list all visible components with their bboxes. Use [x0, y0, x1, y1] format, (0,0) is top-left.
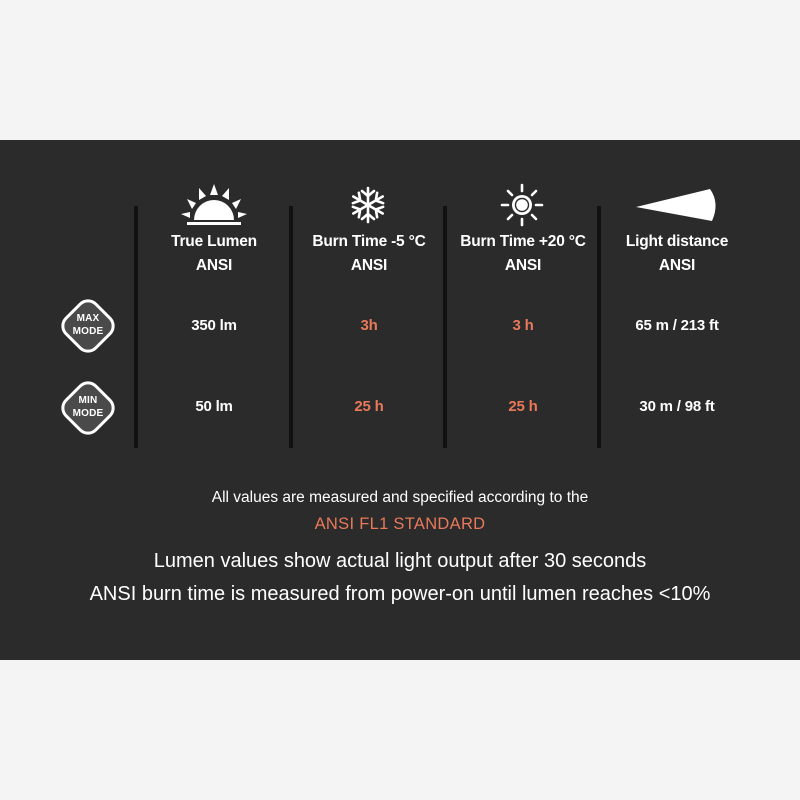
footer-standard: ANSI FL1 STANDARD	[314, 515, 486, 533]
column-header-light-distance: Light distance ANSI	[625, 233, 729, 274]
min-mode-badge: MIN MODE	[58, 378, 118, 438]
column-header-burn-time-cold: Burn Time -5 °C ANSI	[312, 233, 426, 274]
spec-panel	[0, 140, 800, 660]
max-burn-time-cold-value: 3h	[360, 317, 378, 334]
max-burn-time-warm-value: 3 h	[512, 317, 534, 334]
max-light-distance-value: 65 m / 213 ft	[635, 317, 719, 334]
min-burn-time-cold-value: 25 h	[354, 398, 384, 415]
column-divider	[289, 206, 293, 448]
max-true-lumen-value: 350 lm	[191, 317, 237, 334]
min-light-distance-value: 30 m / 98 ft	[639, 398, 715, 415]
column-divider	[134, 206, 138, 448]
min-true-lumen-value: 50 lm	[195, 398, 233, 415]
min-burn-time-warm-value: 25 h	[508, 398, 538, 415]
footer-burn-time-note: ANSI burn time is measured from power-on until lumen reaches <10%	[89, 583, 711, 605]
sunset-icon	[144, 182, 284, 228]
footer-measurement-note: All values are measured and specified according to the	[211, 489, 589, 506]
snowflake-icon	[298, 182, 438, 228]
footer-lumen-note: Lumen values show actual light output after 30 seconds	[153, 550, 647, 572]
max-mode-badge: MAX MODE	[58, 296, 118, 356]
column-header-burn-time-warm: Burn Time +20 °C ANSI	[460, 233, 586, 274]
sun-icon	[452, 182, 592, 228]
light-beam-icon	[607, 182, 747, 228]
column-header-true-lumen: True Lumen ANSI	[171, 233, 257, 274]
